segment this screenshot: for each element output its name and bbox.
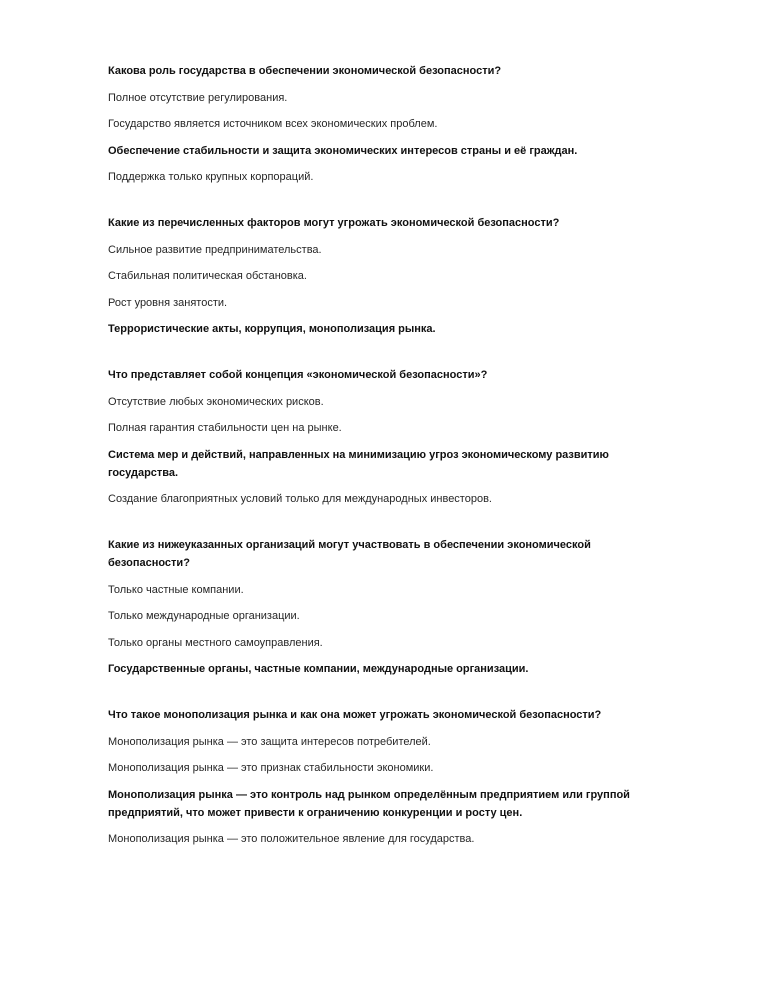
question-block [108,214,668,338]
question-text: Что представляет собой концепция «экономической безопасности»? [108,369,488,381]
answer-option: Стабильная политическая обстановка. [108,270,307,282]
answer-option-correct: Система мер и действий, направленных на минимизацию угроз экономическому развитию государства. [108,448,609,479]
question-block [108,62,668,186]
answer-option-correct: Государственные органы, частные компании, международные организации. [108,663,529,675]
answer-option: Монополизация рынка — это признак стабильности экономики. [108,762,434,774]
question-text: Какие из нижеуказанных организаций могут участвовать в обеспечении экономической безопасности? [108,539,591,569]
answer-option: Полное отсутствие регулирования. [108,91,288,104]
question-block [108,366,668,508]
question-block [108,536,668,678]
answer-option: Только частные компании. [108,583,244,596]
answer-option: Сильное развитие предпринимательства. [108,243,322,256]
answer-option: Отсутствие любых экономических рисков. [108,395,324,408]
answer-option: Только международные организации. [108,610,300,622]
answer-option: Только органы местного самоуправления. [108,636,323,649]
answer-option-correct: Монополизация рынка — это контроль над рынком определённым предприятием или группой предприятий, что может привести к ограничению конкуренции и росту цен. [108,788,630,819]
answer-option: Монополизация рынка — это положительное явление для государства. [108,833,475,845]
question-text: Что такое монополизация рынка и как она может угрожать экономической безопасности? [108,709,602,721]
answer-option-correct: Террористические акты, коррупция, монополизация рынка. [108,323,436,335]
question-block [108,706,668,848]
answer-option: Полная гарантия стабильности цен на рынке. [108,422,342,434]
answer-option-correct: Обеспечение стабильности и защита экономических интересов страны и её граждан. [108,144,578,157]
answer-option: Государство является источником всех экономических проблем. [108,118,438,130]
question-text: Какие из перечисленных факторов могут угрожать экономической безопасности? [108,217,560,229]
answer-option: Создание благоприятных условий только для международных инвесторов. [108,493,492,505]
answer-option: Монополизация рынка — это защита интересов потребителей. [108,735,431,748]
answer-option: Поддержка только крупных корпораций. [108,171,314,183]
answer-option: Рост уровня занятости. [108,296,228,309]
question-text: Какова роль государства в обеспечении экономической безопасности? [108,65,502,77]
